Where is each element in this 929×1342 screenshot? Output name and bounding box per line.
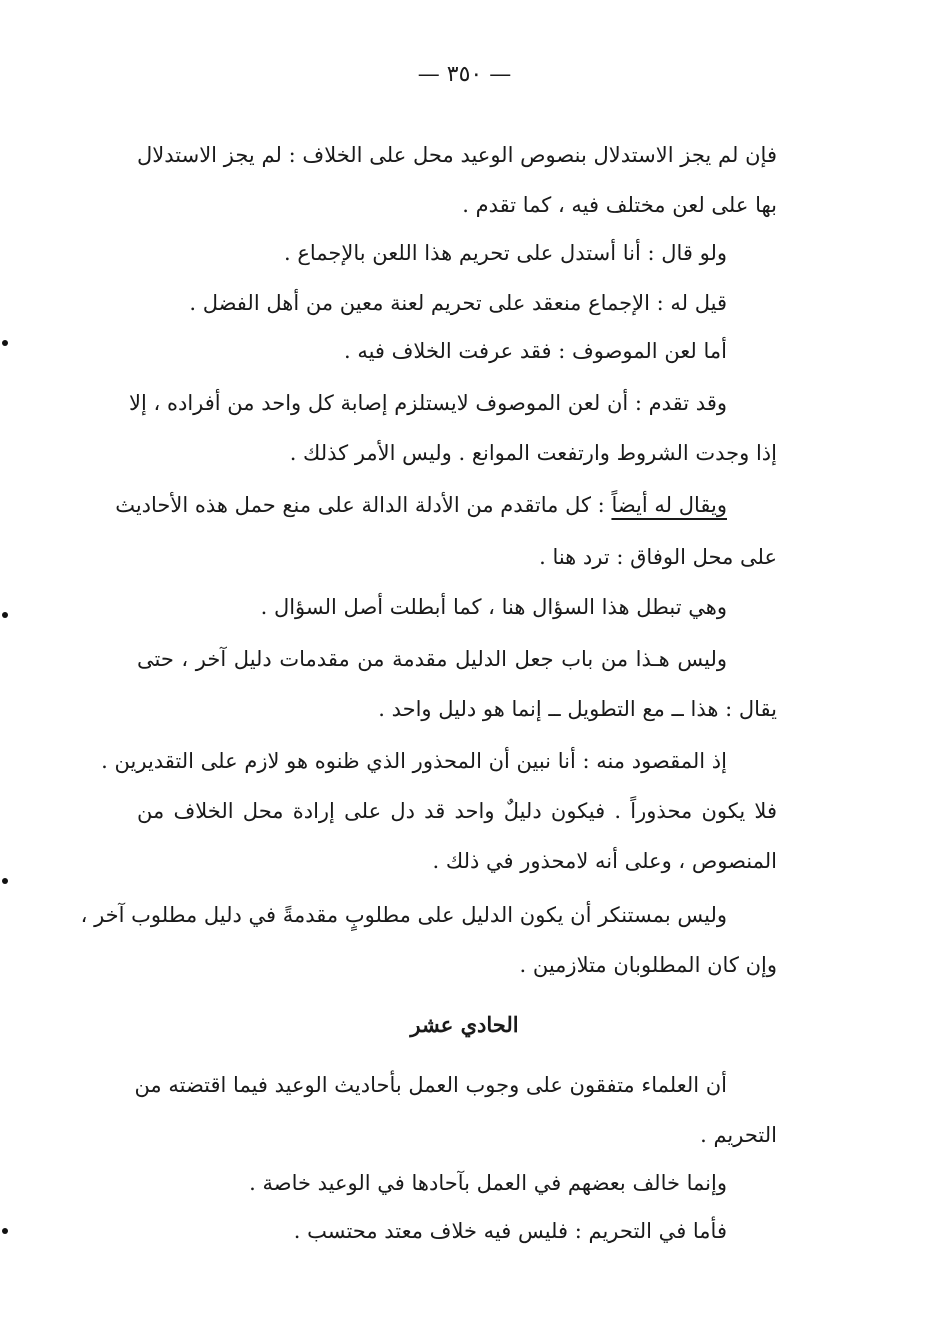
text-line-14: فلا يكون محذوراً . فيكون دليلٌ واحد قد دل على إرادة محل الخلاف من (137, 799, 777, 823)
text-line-2: بها على لعن مختلف فيه ، كما تقدم . (462, 193, 777, 217)
text-line-5: أما لعن الموصوف : فقد عرفت الخلاف فيه . (343, 339, 727, 363)
section-line-4: فأما في التحريم : فليس فيه خلاف معتد محتسب . (293, 1219, 727, 1243)
text-line-3: ولو قال : أنا أستدل على تحريم هذا اللعن بالإجماع . (283, 241, 727, 265)
text-line-17: وإن كان المطلوبان متلازمين . (519, 953, 777, 977)
underlined-phrase: ويقال له أيضاً (611, 493, 727, 517)
margin-mark (2, 878, 8, 884)
text-line-4: قيل له : الإجماع منعقد على تحريم لعنة معين من أهل الفضل . (189, 291, 727, 315)
text-line-9: على محل الوفاق : ترد هنا . (539, 545, 777, 569)
text-line-12: يقال : هذا ــ مع التطويل ــ إنما هو دليل واحد . (378, 697, 777, 721)
text-line-15: المنصوص ، وعلى أنه لامحذور في ذلك . (432, 849, 777, 873)
text-line-8 (115, 490, 727, 520)
section-line-2: التحريم . (700, 1123, 777, 1147)
margin-mark (2, 612, 8, 618)
text-line-13: إذ المقصود منه : أنا نبين أن المحذور الذي ظنوه هو لازم على التقديرين . (101, 749, 727, 773)
page-number: — ٣٥٠ — (417, 62, 512, 87)
margin-mark (2, 340, 8, 346)
text-line-11: وليس هـذا من باب جعل الدليل مقدمة من مقدمات دليل آخر ، حتى (137, 647, 727, 671)
text-line-16: وليس بمستنكر أن يكون الدليل على مطلوبٍ مقدمةً في دليل مطلوب آخر ، (80, 903, 727, 927)
text-line-7: إذا وجدت الشروط وارتفعت الموانع . وليس الأمر كذلك . (289, 441, 777, 465)
text-line-6: وقد تقدم : أن لعن الموصوف لايستلزم إصابة كل واحد من أفراده ، إلا (129, 391, 727, 415)
text-line-8-rest: : كل ماتقدم من الأدلة الدالة على منع حمل هذه الأحاديث (115, 493, 612, 517)
section-heading: الحادي عشر (410, 1012, 519, 1037)
margin-mark (2, 1228, 8, 1234)
section-line-1: أن العلماء متفقون على وجوب العمل بأحاديث الوعيد فيما اقتضته من (134, 1073, 727, 1097)
text-line-10: وهي تبطل هذا السؤال هنا ، كما أبطلت أصل السؤال . (260, 595, 727, 619)
section-line-3: وإنما خالف بعضهم في العمل بآحادها في الوعيد خاصة . (249, 1171, 727, 1195)
text-line-1: فإن لم يجز الاستدلال بنصوص الوعيد محل على الخلاف : لم يجز الاستدلال (137, 143, 777, 167)
